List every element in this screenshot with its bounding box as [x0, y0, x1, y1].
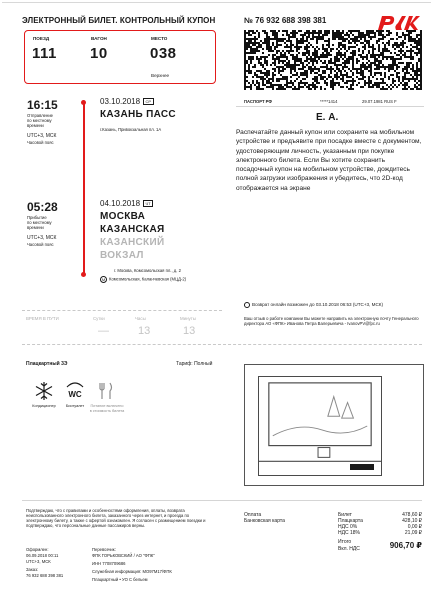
ticket-number: № 76 932 688 398 381: [244, 16, 327, 25]
arrival-address: г. Москва, Комсомольская пл., д. 2: [114, 268, 181, 273]
travel-days-value: —: [98, 325, 109, 337]
arrival-time: 05:28: [27, 200, 58, 214]
metro-icon: М: [101, 277, 106, 282]
travel-hours-value: 13: [138, 325, 151, 337]
departure-tz: UTC+3, МСК: [27, 133, 57, 139]
seat-label: МЕСТО: [151, 36, 168, 41]
birth-date: 29.07.1981 RUS F: [362, 99, 397, 104]
carriage-box: [24, 30, 216, 84]
travel-minutes-label: Минуты: [180, 316, 196, 321]
wagon-class: Плацкартный 3Э: [26, 361, 68, 367]
order-number: 76 932 688 398 381: [26, 573, 64, 578]
arrival-station-line-2: КАЗАНСКАЯ: [100, 224, 165, 235]
carrier-label: Перевозчик:: [92, 547, 116, 552]
train-number: 111: [32, 45, 57, 62]
document-number: *****1414: [320, 99, 338, 104]
payment-label: Оплата: [244, 512, 262, 518]
departure-station: КАЗАНЬ ПАСС: [100, 109, 176, 120]
arrival-weekday-badge: ЧТ: [143, 200, 153, 207]
departure-note-2: по местному: [27, 118, 52, 123]
footer-divider: [22, 500, 422, 501]
arrival-date: 04.10.2018 ЧТ: [100, 199, 153, 208]
wagon-label: ВАГОН: [91, 36, 107, 41]
price-value-vat0: 0,00 ₽: [407, 524, 422, 530]
service-label-ac: Кондиционер: [32, 404, 56, 408]
price-label-ticket: Билет: [338, 512, 352, 518]
departure-note: Отправление: [27, 113, 53, 118]
document-type: ПАСПОРТ РФ: [244, 99, 272, 104]
carrier-name: ФПК ГОРЬКОВСКИЙ / АО "ФПК": [92, 553, 155, 558]
service-info: Служебная информация: МО97М17/ФПК: [92, 569, 172, 574]
issued-label: Оформлен:: [26, 547, 49, 552]
price-label-vat0: НДС 0%: [338, 524, 358, 530]
wagon-number: 10: [90, 45, 108, 62]
travel-days-label: Сутки: [93, 316, 105, 321]
passenger-name: Е. А.: [316, 112, 339, 123]
food-icon: [95, 380, 117, 402]
snowflake-icon: [33, 380, 55, 402]
travel-hours-label: Часы: [135, 316, 146, 321]
price-value-vat18: 21,09 ₽: [404, 530, 422, 536]
seat-number: 038: [150, 45, 177, 62]
ticket-title: ЭЛЕКТРОННЫЙ БИЛЕТ. КОНТРОЛЬНЫЙ КУПОН: [22, 16, 216, 25]
refund-line: Возврат онлайн возможен до 03.10.2018 06:53 (UTC+3, МСК): [244, 302, 383, 308]
departure-time: 16:15: [27, 98, 58, 112]
departure-dot: [81, 100, 86, 105]
travel-time-label: ВРЕМЯ В ПУТИ: [26, 316, 59, 321]
agreement-text: Подтверждаю, что с правилами и особенностями оформления, оплаты, возврата неиспользованного электронного билета, заказанного через интернет, и проезда по электронному билету, а также с офертой ознакомлен. Я согласен с размещением поездки и подтверждаю, что персональные данные пассажиров верны.: [26, 508, 206, 528]
order-label: Заказ:: [26, 567, 39, 572]
issued-tz: UTC+3, МСК: [26, 559, 51, 564]
instruction-text: Распечатайте данный купон или сохраните на мобильном устройстве и предъявите при посадке вместе с документом, удостоверяющим личность, указанным при покупке электронного билета. Если Вы хотите сохранить посадочный купон на мобильном устройстве, дождитесь полной загрузки изображения и убедитесь, что 2D-код отображается на экране: [236, 129, 422, 192]
arrival-station-grey-1: КАЗАНСКИЙ: [100, 237, 165, 248]
arrival-note-2: по местному: [27, 220, 52, 225]
travel-divider-top: [22, 310, 222, 311]
departure-tz-note: Часовой пояс: [27, 140, 54, 145]
service-label-wc: Биотуалет: [65, 404, 85, 408]
wagon-class-footer: Плацкартный • УО С бельем: [92, 577, 148, 582]
barcode-image: [244, 30, 422, 90]
arrival-dot: [81, 272, 86, 277]
departure-address: г.Казань, Привокзальная пл. 1А: [100, 127, 162, 132]
services-divider: [22, 344, 422, 345]
arrival-station-line-1: МОСКВА: [100, 211, 146, 222]
carrier-inn: ИНН 7708709686: [92, 561, 126, 566]
departure-note-3: времени: [27, 123, 44, 128]
price-label-reserved: Плацкарта: [338, 518, 363, 524]
wc-icon: [64, 380, 86, 402]
total-label: Итого: [338, 539, 352, 545]
arrival-note: Прибытие: [27, 215, 47, 220]
passenger-divider: [236, 106, 424, 107]
window-illustration: [258, 376, 382, 476]
route-line: [83, 102, 85, 274]
arrival-metro: М Комсомольская, Каланчевская (МЦД-2): [101, 276, 187, 282]
price-label-vat18: НДС 18%: [338, 530, 361, 536]
table-shape: [350, 464, 374, 470]
departure-weekday-badge: СР: [143, 98, 154, 105]
price-value-ticket: 478,60 ₽: [402, 512, 422, 518]
total-note: Вкл. НДС: [338, 546, 360, 552]
arrival-note-3: времени: [27, 225, 44, 230]
travel-minutes-value: 13: [183, 325, 196, 337]
feedback-note: Ваш отзыв о работе компании Вы можете направить на электронную почту Генерального директора АО «ФПК» Иванова Петра Валерьевича - IvanovPV@fpc.ru: [244, 316, 419, 326]
total-amount: 906,70 ₽: [389, 541, 422, 550]
svg-text:WC: WC: [68, 390, 82, 399]
tariff: Тариф: Полный: [176, 361, 213, 367]
train-label: ПОЕЗД: [33, 36, 50, 41]
clock-icon: [244, 302, 250, 308]
arrival-tz: UTC+3, МСК: [27, 235, 57, 241]
issued-date: 06.09.2018 00:11: [26, 553, 59, 558]
arrival-station-grey-2: ВОКЗАЛ: [100, 250, 144, 261]
seat-type: Верхнее: [151, 73, 170, 78]
price-value-reserved: 428,10 ₽: [402, 518, 422, 524]
service-label-food: Питание включено в стоимость билета: [89, 404, 125, 413]
payment-method: Банковская карта: [244, 518, 285, 524]
departure-date: 03.10.2018 СР: [100, 97, 154, 106]
arrival-tz-note: Часовой пояс: [27, 242, 54, 247]
